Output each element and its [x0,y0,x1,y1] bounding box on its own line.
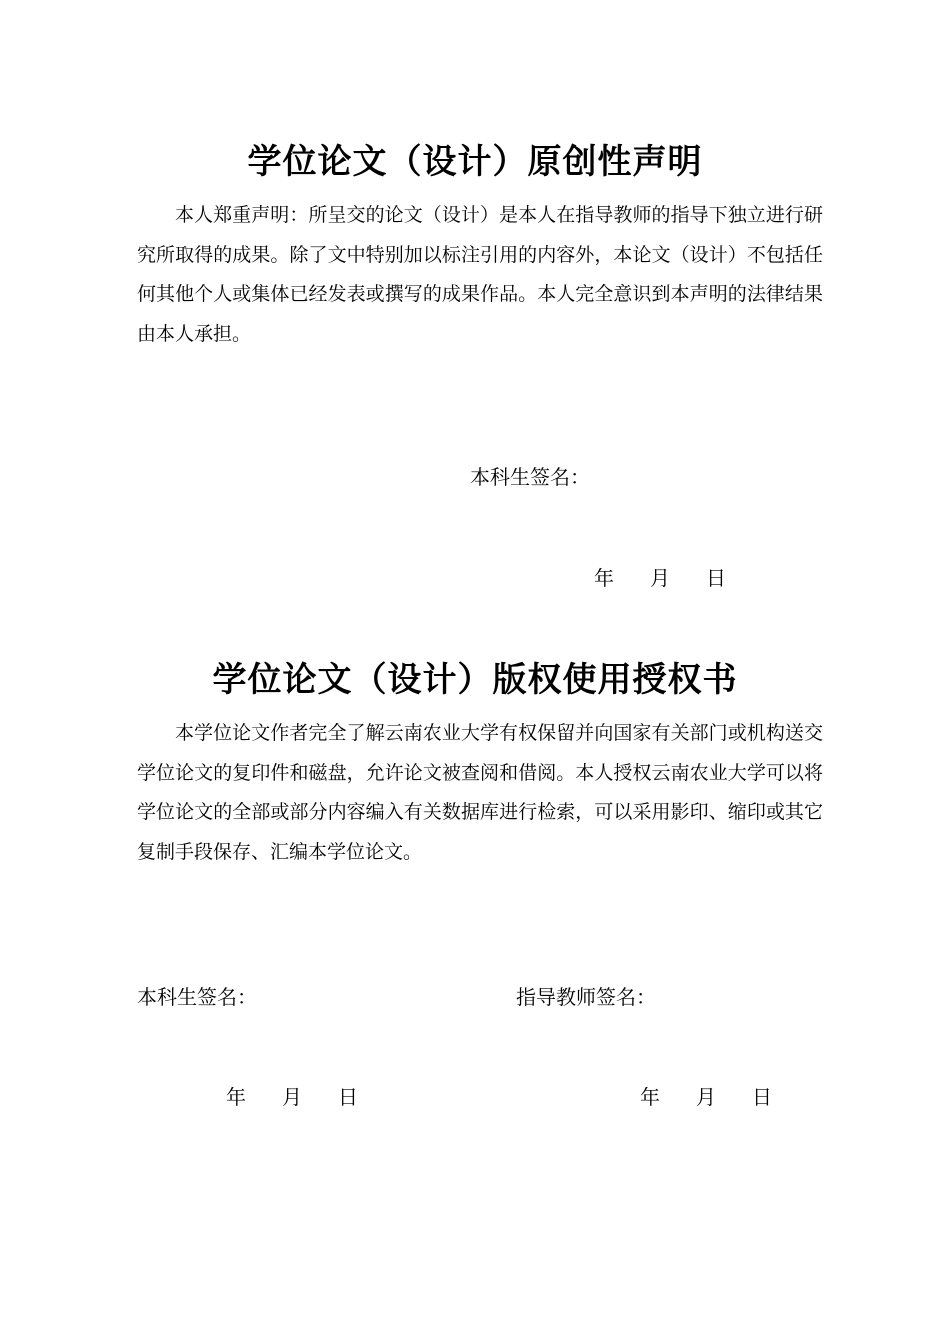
date-year: 年 [226,1085,246,1109]
date-day: 日 [338,1085,358,1109]
authorization-advisor-signature-label: 指导教师签名： [516,985,656,1009]
date-year: 年 [594,566,614,590]
date-month: 月 [650,566,670,590]
date-month: 月 [696,1085,716,1109]
authorization-title: 学位论文（设计）版权使用授权书 [212,660,738,700]
authorization-student-signature-label: 本科生签名： [137,985,257,1009]
authorization-body: 本学位论文作者完全了解云南农业大学有权保留并向国家有关部门或机构送交学位论文的复印件和磁盘，允许论文被查阅和借阅。本人授权云南农业大学可以将学位论文的全部或部分内容编入有关数据库进行检索，可以采用影印、缩印或其它复制手段保存、汇编本学位论文。 [137,722,823,863]
declaration-date [594,563,726,593]
authorization-student-date [226,1082,358,1112]
declaration-student-signature-label: 本科生签名： [470,465,590,489]
declaration-title: 学位论文（设计）原创性声明 [247,142,703,182]
date-day: 日 [706,566,726,590]
date-day: 日 [752,1085,772,1109]
date-month: 月 [282,1085,302,1109]
date-year: 年 [640,1085,660,1109]
authorization-advisor-date [640,1082,772,1112]
declaration-body: 本人郑重声明：所呈交的论文（设计）是本人在指导教师的指导下独立进行研究所取得的成果。除了文中特别加以标注引用的内容外，本论文（设计）不包括任何其他个人或集体已经发表或撰写的成果作品。本人完全意识到本声明的法律结果由本人承担。 [137,204,823,345]
